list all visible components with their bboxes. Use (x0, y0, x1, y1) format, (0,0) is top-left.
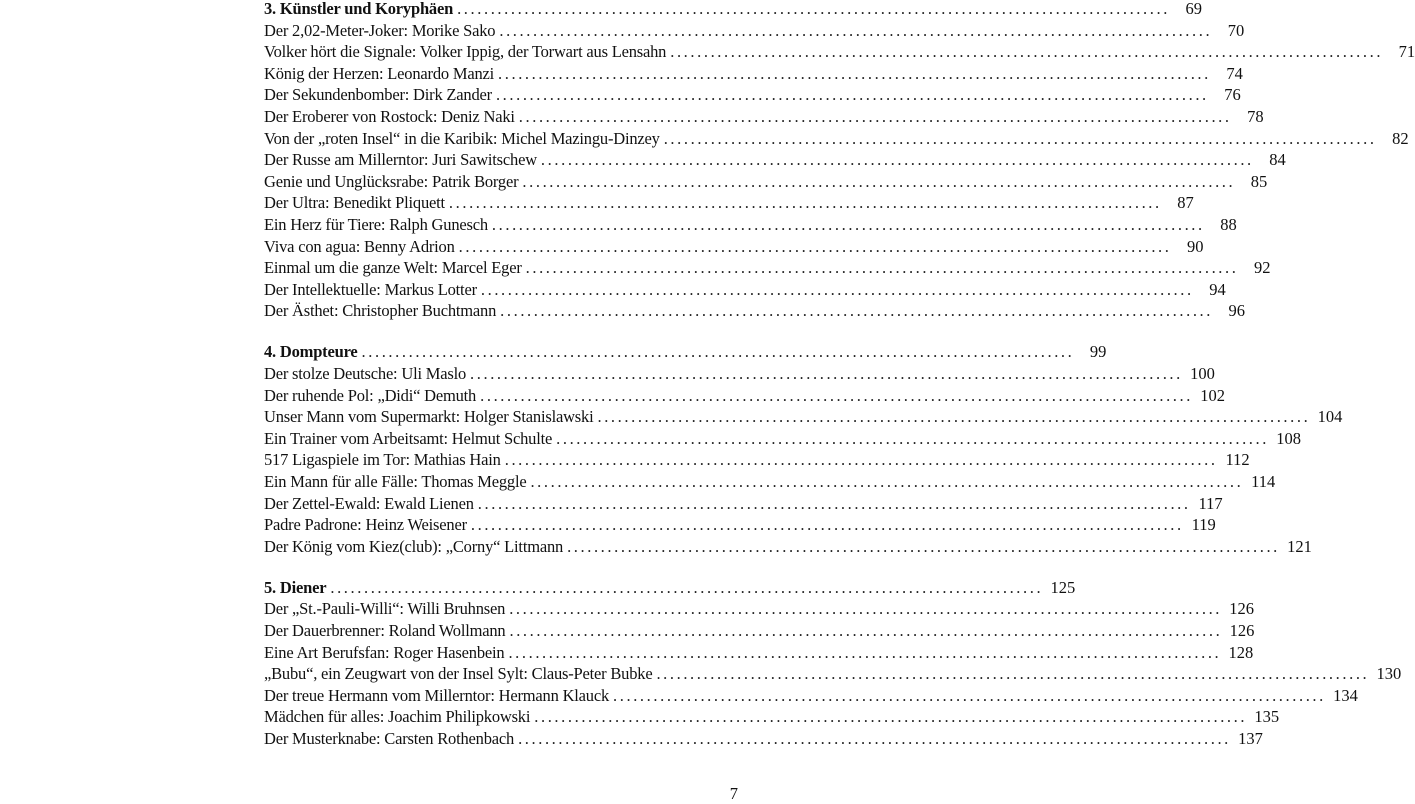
toc-entry[interactable] (264, 685, 1358, 707)
dot-leader: .......................................................................................................... (470, 364, 1183, 383)
toc-entry-title: Volker hört die Signale: Volker Ippig, der Torwart aus Lensahn (264, 42, 667, 62)
toc-entry-page: 94 (1209, 279, 1226, 299)
toc-entry-title: Ein Trainer vom Arbeitsamt: Helmut Schulte (264, 428, 553, 448)
toc-entry-title: Der Dauerbrenner: Roland Wollmann (264, 621, 506, 641)
section-heading[interactable] (264, 341, 1107, 363)
toc-entry-title: Genie und Unglücksrabe: Patrik Borger (264, 171, 519, 191)
toc-entry-title: Der Ästhet: Christopher Buchtmann (264, 301, 497, 321)
toc-entry[interactable] (264, 84, 1241, 106)
toc-entry-page: 114 (1251, 471, 1276, 491)
section-heading-page: 99 (1089, 342, 1107, 362)
toc-entry-page: 70 (1227, 20, 1245, 40)
toc-entry-page: 82 (1392, 128, 1409, 148)
toc-entry-page: 134 (1333, 685, 1358, 705)
dot-leader: .......................................................................................................... (498, 63, 1211, 83)
toc-entry-page: 74 (1226, 63, 1243, 83)
dot-leader: .......................................................................................................... (480, 385, 1193, 405)
toc-entry-title: Der Ultra: Benedikt Pliquett (264, 193, 445, 213)
toc-entry[interactable] (264, 149, 1286, 171)
toc-entry-title: Der Intellektuelle: Markus Lotter (264, 279, 477, 299)
toc-entry[interactable] (264, 728, 1263, 750)
toc-entry-title: König der Herzen: Leonardo Manzi (264, 63, 495, 83)
toc-entry-title: Der Russe am Millerntor: Juri Sawitschew (264, 150, 537, 170)
toc-entry-page: 92 (1253, 258, 1271, 278)
toc-entry-title: Eine Art Berufsfan: Roger Hasenbein (264, 642, 505, 662)
section-heading-title: 3. Künstler und Koryphäen (264, 0, 454, 18)
dot-leader: .......................................................................................................... (534, 707, 1248, 727)
toc-entry[interactable] (264, 620, 1255, 642)
toc-entry-page: 119 (1191, 515, 1216, 535)
toc-entry-title: Der Zettel-Ewald: Ewald Lienen (264, 493, 474, 513)
toc-entry[interactable] (264, 106, 1264, 128)
section-heading-page: 125 (1050, 577, 1076, 597)
toc-entry-title: Mädchen für alles: Joachim Philipkowski (264, 707, 531, 727)
toc-entry-page: 112 (1225, 450, 1250, 470)
toc-entry-title: Von der „roten Insel“ in die Karibik: Michel Mazingu-Dinzey (264, 128, 660, 148)
toc-entry[interactable] (264, 449, 1250, 471)
toc-entry-title: Padre Padrone: Heinz Weisener (264, 515, 467, 535)
toc-entry-page: 126 (1229, 621, 1255, 641)
dot-leader: .......................................................................................................... (522, 171, 1236, 191)
toc-entry-title: Einmal um die ganze Welt: Marcel Eger (264, 258, 522, 278)
toc-entry[interactable] (264, 428, 1301, 450)
dot-leader: .......................................................................................................... (477, 493, 1191, 513)
toc-entry-page: 104 (1317, 407, 1343, 427)
toc-entry-title: Der König vom Kiez(club): „Corny“ Littmann (264, 536, 564, 556)
dot-leader: .......................................................................................................... (330, 577, 1044, 597)
toc-entry-page: 96 (1228, 301, 1246, 321)
toc-entry-page: 121 (1287, 536, 1312, 556)
toc-section (264, 0, 1415, 322)
toc-entry[interactable] (264, 363, 1215, 385)
toc-entry-title: „Bubu“, ein Zeugwart von der Insel Sylt: Claus-Peter Bubke (264, 664, 653, 684)
dot-leader: .......................................................................................................... (499, 20, 1213, 40)
toc-entry-page: 128 (1228, 642, 1254, 662)
dot-leader: .......................................................................................................... (525, 258, 1239, 278)
toc-entry[interactable] (264, 128, 1409, 150)
dot-leader: .......................................................................................................... (509, 621, 1223, 641)
table-of-contents (264, 0, 1415, 750)
toc-entry-title: Ein Mann für alle Fälle: Thomas Meggle (264, 471, 527, 491)
section-heading[interactable] (264, 577, 1076, 599)
toc-entry[interactable] (264, 279, 1226, 301)
toc-entry-page: 71 (1398, 42, 1415, 62)
dot-leader: .......................................................................................................... (518, 106, 1232, 126)
toc-entry-title: Der Musterknabe: Carsten Rothenbach (264, 729, 515, 748)
toc-entry-title: Der 2,02-Meter-Joker: Morike Sako (264, 20, 496, 40)
dot-leader: .......................................................................................................... (470, 515, 1184, 535)
toc-entry[interactable] (264, 642, 1254, 664)
section-heading[interactable] (264, 0, 1202, 20)
toc-entry-page: 88 (1220, 214, 1237, 234)
dot-leader: .......................................................................................................... (597, 407, 1311, 427)
toc-entry[interactable] (264, 493, 1223, 515)
toc-entry-title: Viva con agua: Benny Adrion (264, 236, 455, 256)
toc-entry-page: 78 (1247, 106, 1264, 126)
dot-leader: .......................................................................................................... (361, 342, 1075, 362)
dot-leader: .......................................................................................................... (504, 450, 1218, 470)
toc-entry-page: 76 (1224, 85, 1241, 105)
toc-entry-page: 117 (1198, 493, 1223, 513)
toc-entry-title: Der Eroberer von Rostock: Deniz Naki (264, 106, 515, 126)
toc-entry[interactable] (264, 20, 1245, 42)
toc-entry[interactable] (264, 663, 1402, 685)
toc-entry-title: Unser Mann vom Supermarkt: Holger Stanislawski (264, 407, 594, 427)
toc-entry[interactable] (264, 41, 1415, 63)
toc-entry[interactable] (264, 300, 1246, 322)
toc-entry-title: Der treue Hermann vom Millerntor: Hermann Klauck (264, 685, 610, 705)
dot-leader: .......................................................................................................... (495, 85, 1209, 105)
toc-entry[interactable] (264, 385, 1225, 407)
section-heading-page: 69 (1185, 0, 1202, 18)
dot-leader: .......................................................................................................... (567, 536, 1280, 556)
dot-leader: .......................................................................................................... (457, 0, 1170, 18)
toc-section (264, 577, 1402, 750)
dot-leader: .......................................................................................................... (480, 279, 1194, 299)
dot-leader: .......................................................................................................... (663, 128, 1377, 148)
dot-leader: .......................................................................................................... (448, 193, 1162, 213)
toc-entry-page: 85 (1250, 171, 1268, 191)
section-heading-title: 4. Dompteure (264, 342, 358, 362)
toc-entry-title: Der ruhende Pol: „Didi“ Demuth (264, 385, 477, 405)
toc-entry[interactable] (264, 514, 1216, 536)
toc-entry-title: 517 Ligaspiele im Tor: Mathias Hain (264, 450, 501, 470)
dot-leader: .......................................................................................................... (670, 42, 1384, 62)
toc-entry-title: Der „St.-Pauli-Willi“: Willi Bruhnsen (264, 599, 506, 619)
toc-entry[interactable] (264, 257, 1271, 279)
toc-entry-page: 126 (1229, 599, 1255, 619)
toc-entry[interactable] (264, 706, 1280, 728)
toc-entry-page: 100 (1190, 364, 1215, 383)
toc-entry-title: Ein Herz für Tiere: Ralph Gunesch (264, 214, 488, 234)
toc-entry-page: 84 (1269, 150, 1286, 170)
toc-entry[interactable] (264, 598, 1255, 620)
toc-section (264, 341, 1343, 557)
toc-entry[interactable] (264, 63, 1243, 85)
dot-leader: .......................................................................................................... (613, 685, 1326, 705)
dot-leader: .......................................................................................................... (500, 301, 1214, 321)
toc-entry[interactable] (264, 471, 1276, 493)
toc-entry-page: 135 (1254, 707, 1280, 727)
dot-leader: .......................................................................................................... (530, 471, 1244, 491)
toc-entry[interactable] (264, 536, 1312, 558)
section-heading-title: 5. Diener (264, 577, 327, 597)
dot-leader: .......................................................................................................... (656, 664, 1370, 684)
toc-entry[interactable] (264, 406, 1343, 428)
dot-leader: .......................................................................................................... (491, 214, 1205, 234)
page-number: 7 (729, 784, 738, 803)
toc-entry-page: 102 (1200, 385, 1225, 405)
toc-entry[interactable] (264, 236, 1204, 258)
toc-entry[interactable] (264, 214, 1237, 236)
toc-entry-page: 108 (1276, 428, 1301, 448)
dot-leader: .......................................................................................................... (540, 150, 1254, 170)
toc-entry-page: 87 (1177, 193, 1194, 213)
toc-entry-title: Der stolze Deutsche: Uli Maslo (264, 364, 467, 383)
dot-leader: .......................................................................................................... (508, 642, 1222, 662)
toc-entry[interactable] (264, 192, 1194, 214)
toc-entry[interactable] (264, 171, 1268, 193)
dot-leader: .......................................................................................................... (518, 729, 1231, 748)
toc-entry-page: 137 (1238, 729, 1263, 748)
toc-entry-title: Der Sekundenbomber: Dirk Zander (264, 85, 492, 105)
dot-leader: .......................................................................................................... (458, 236, 1172, 256)
dot-leader: .......................................................................................................... (556, 428, 1269, 448)
dot-leader: .......................................................................................................... (509, 599, 1223, 619)
toc-entry-page: 130 (1376, 664, 1402, 684)
toc-entry-page: 90 (1187, 236, 1204, 256)
